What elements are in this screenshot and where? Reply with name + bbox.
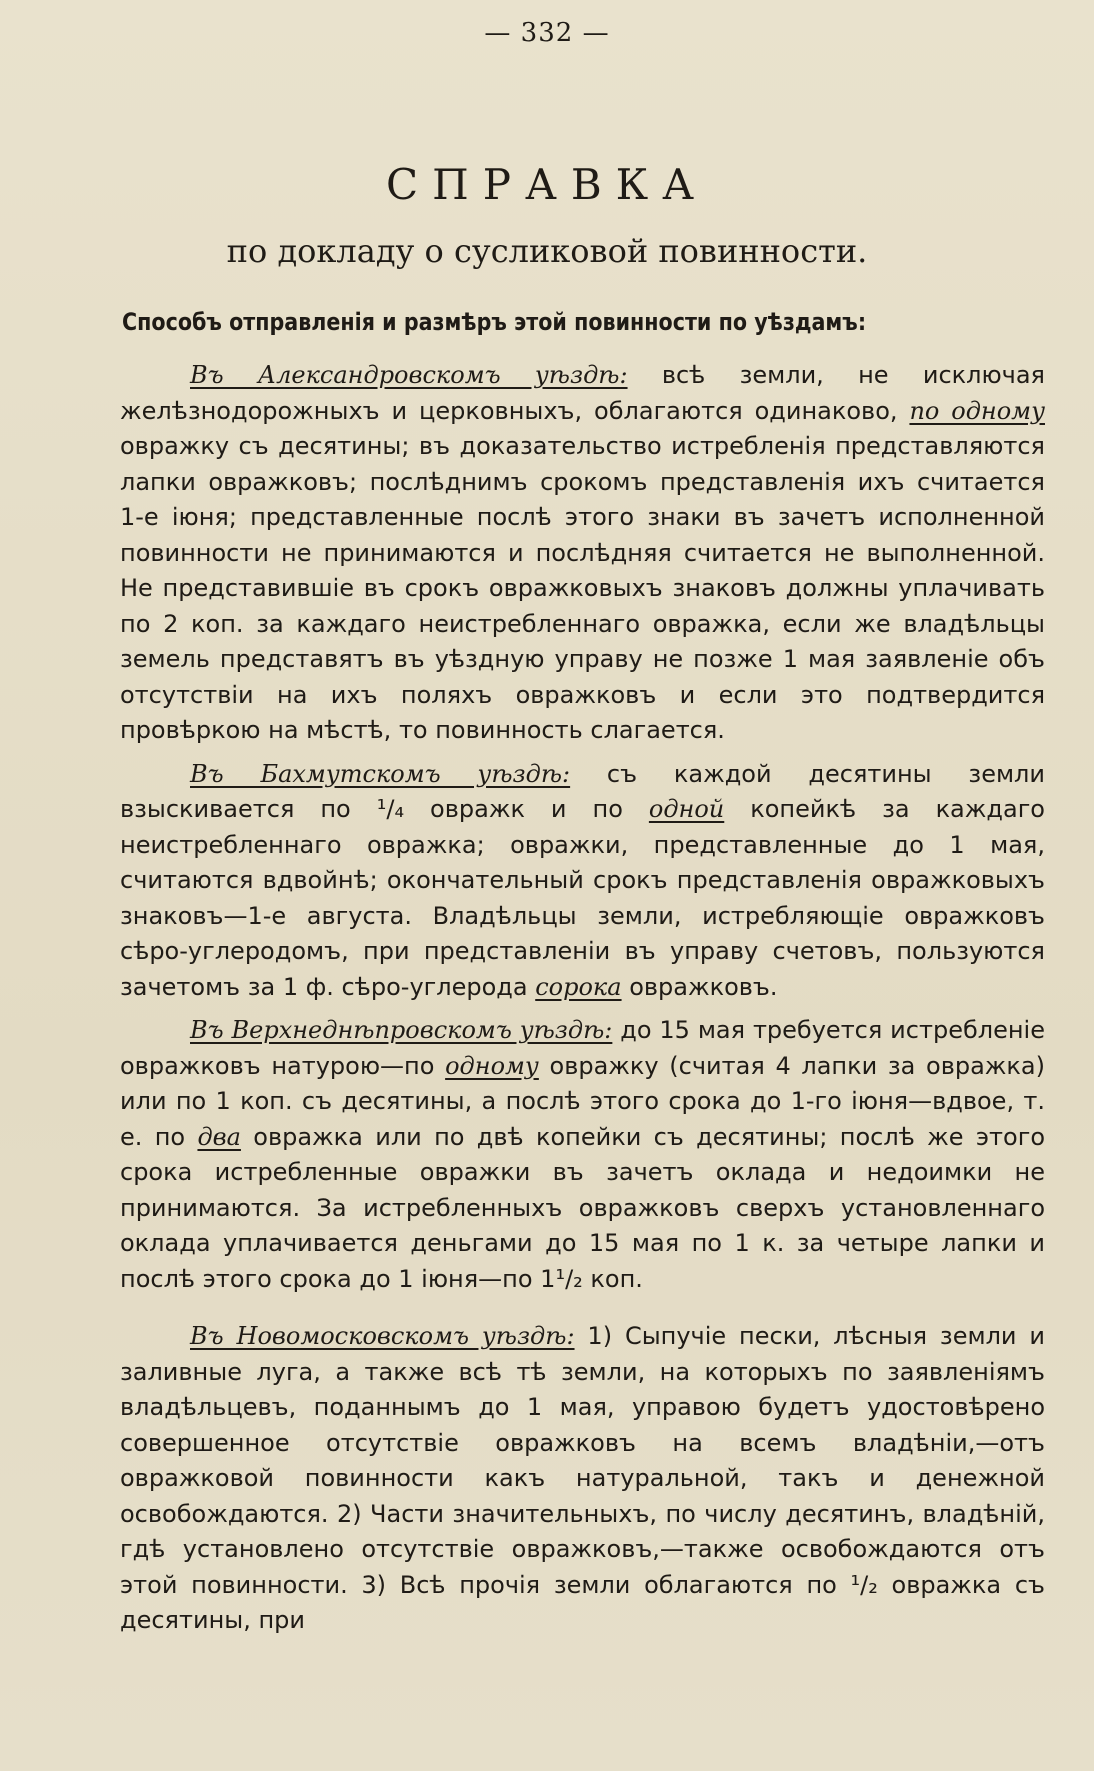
fraction: ¹/₄ bbox=[376, 795, 405, 823]
district-name: Въ Верхнеднѣпровскомъ уѣздѣ: bbox=[190, 1016, 613, 1044]
document-title: СПРАВКА bbox=[385, 160, 708, 209]
text-run: овражку (считая 4 лапки за овражка) или по 1 коп. съ десятины, а послѣ этого срока до 1-го іюня—вдвое, т. е. по bbox=[120, 1051, 1045, 1151]
text-run: съ каждой десятины земли взыскивается по bbox=[120, 759, 1045, 823]
paragraph-bakhmut bbox=[120, 757, 1045, 1006]
text-run: овражк и по bbox=[404, 795, 649, 823]
body-text bbox=[120, 358, 1045, 1639]
district-name: Въ Новомосковскомъ уѣздѣ: bbox=[190, 1322, 575, 1350]
text-run: всѣ земли, не исключая желѣзнодорожныхъ и церковныхъ, облагаются одинаково, bbox=[120, 361, 1045, 425]
section-heading: Способъ отправленія и размѣръ этой повинности по уѣздамъ: bbox=[122, 308, 867, 336]
document-subtitle: по докладу о сусликовой повинности. bbox=[226, 232, 868, 270]
text-run: овражка или по двѣ копейки съ десятины; послѣ же этого срока истребленные овражки въ зачетъ оклада и недоимки не принимаются. За истребленныхъ овражковъ сверхъ установленнаго оклада уплачивается деньгами до 15 мая по 1 к. за четыре лапки и послѣ этого срока до 1 іюня—по 1¹/₂ коп. bbox=[120, 1122, 1046, 1293]
text-run: овражковъ. bbox=[621, 972, 778, 1001]
emphasis: по одному bbox=[909, 396, 1045, 425]
text-run: овражка съ десятины, при bbox=[120, 1570, 1045, 1634]
page-number: — 332 — bbox=[484, 18, 610, 48]
district-name: Въ Бахмутскомъ уѣздѣ: bbox=[190, 759, 571, 788]
emphasis: сорока bbox=[535, 972, 622, 1001]
paragraph-aleksandrovsk bbox=[120, 358, 1045, 749]
emphasis: два bbox=[197, 1122, 241, 1151]
district-name: Въ Александровскомъ уѣздѣ: bbox=[190, 361, 628, 389]
paragraph-novomoskovsk bbox=[120, 1319, 1045, 1639]
fraction: ¹/₂ bbox=[850, 1570, 878, 1599]
text-run: овражку съ десятины; въ доказательство истребленія представляются лапки овражковъ; послѣднимъ срокомъ представленія ихъ считается 1-е іюня; представленные послѣ этого знаки въ зачетъ исполненной повинности не принимаются и послѣдняя считается не выполненной. Не представившіе въ срокъ овражковыхъ знаковъ должны уплачивать по 2 коп. за каждаго неистребленнаго овражка, если же владѣльцы земель представятъ въ уѣздную управу не позже 1 мая заявленіе объ отсутствіи на ихъ поляхъ овражковъ и если это подтвердится провѣркою на мѣстѣ, то повинность слагается. bbox=[120, 432, 1045, 744]
text-run: 1) Сыпучіе пески, лѣсныя земли и заливные луга, а также всѣ тѣ земли, на которыхъ по заявленіямъ владѣльцевъ, поданнымъ до 1 мая, управою будетъ удостовѣрено совершенное отсутствіе овражковъ на всемъ владѣніи,—отъ овражковой повинности какъ натуральной, такъ и денежной освобождаются. 2) Части значительныхъ, по числу десятинъ, владѣній, гдѣ установлено отсутствіе овражковъ,—также освобождаются отъ этой повинности. 3) Всѣ прочія земли облагаются по bbox=[120, 1322, 1045, 1599]
paragraph-verkhnedneprovsk bbox=[120, 1013, 1045, 1297]
emphasis: одной bbox=[648, 795, 725, 823]
emphasis: одному bbox=[445, 1051, 539, 1080]
text-run: до 15 мая требуется истребленіе овражковъ натурою—по bbox=[120, 1016, 1045, 1080]
text-run: копейкѣ за каждаго неистребленнаго овражка; овражки, представленные до 1 мая, считаются вдвойнѣ; окончательный срокъ представленія овражковыхъ знаковъ—1-е августа. Владѣльцы земли, истребляющіе овражковъ сѣро-углеродомъ, при представленіи въ управу счетовъ, пользуются зачетомъ за 1 ф. сѣро-углерода bbox=[120, 795, 1045, 1001]
